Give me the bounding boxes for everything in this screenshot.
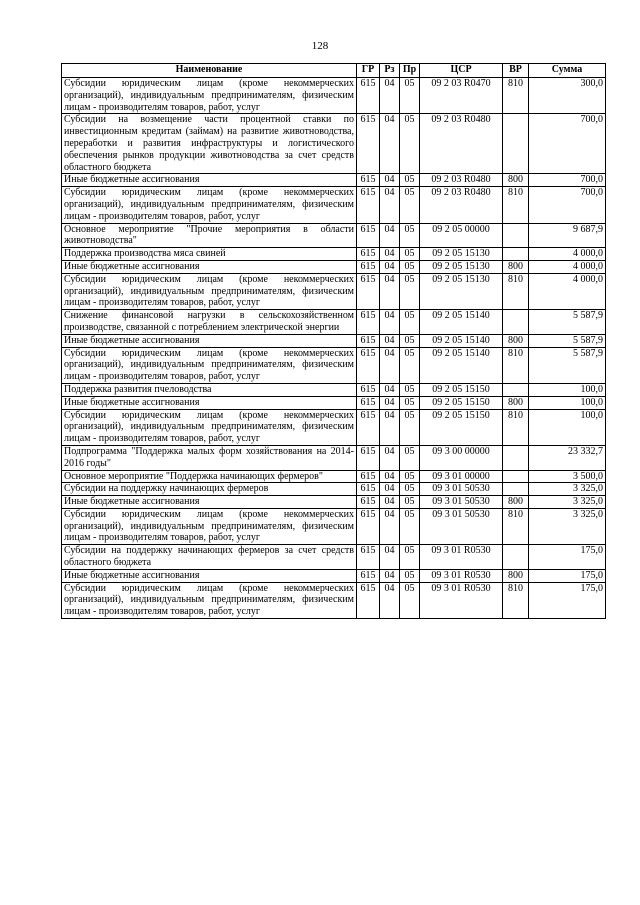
cell-name: Иные бюджетные ассигнования bbox=[62, 334, 357, 347]
cell-sum: 700,0 bbox=[529, 114, 606, 174]
cell-csr: 09 3 01 50530 bbox=[420, 508, 503, 544]
cell-name: Субсидии юридическим лицам (кроме некоммерческих организаций), индивидуальным предпринимателям, физическим лицам - производителям товаров, работ, услуг bbox=[62, 347, 357, 383]
cell-gr: 615 bbox=[357, 248, 380, 261]
cell-csr: 09 3 01 50530 bbox=[420, 496, 503, 509]
cell-rz: 04 bbox=[380, 260, 400, 273]
cell-name: Субсидии юридическим лицам (кроме некоммерческих организаций), индивидуальным предпринимателям, физическим лицам - производителям товаров, работ, услуг bbox=[62, 187, 357, 223]
header-sum: Сумма bbox=[529, 64, 606, 78]
cell-vr: 800 bbox=[503, 569, 529, 582]
cell-csr: 09 3 01 50530 bbox=[420, 483, 503, 496]
header-csr: ЦСР bbox=[420, 64, 503, 78]
cell-sum: 100,0 bbox=[529, 383, 606, 396]
cell-pr: 05 bbox=[400, 174, 420, 187]
cell-csr: 09 2 05 15140 bbox=[420, 334, 503, 347]
cell-csr: 09 2 05 15140 bbox=[420, 347, 503, 383]
cell-csr: 09 2 03 R0480 bbox=[420, 187, 503, 223]
cell-rz: 04 bbox=[380, 248, 400, 261]
cell-rz: 04 bbox=[380, 508, 400, 544]
cell-pr: 05 bbox=[400, 582, 420, 618]
cell-vr: 810 bbox=[503, 187, 529, 223]
page-number: 128 bbox=[311, 40, 329, 52]
cell-pr: 05 bbox=[400, 273, 420, 309]
cell-name: Субсидии на поддержку начинающих фермеров bbox=[62, 483, 357, 496]
header-gr: ГР bbox=[357, 64, 380, 78]
cell-gr: 615 bbox=[357, 260, 380, 273]
cell-gr: 615 bbox=[357, 187, 380, 223]
cell-vr bbox=[503, 470, 529, 483]
cell-name: Иные бюджетные ассигнования bbox=[62, 260, 357, 273]
cell-vr: 810 bbox=[503, 409, 529, 445]
cell-gr: 615 bbox=[357, 545, 380, 570]
cell-sum: 9 687,9 bbox=[529, 223, 606, 248]
cell-rz: 04 bbox=[380, 174, 400, 187]
cell-sum: 3 325,0 bbox=[529, 483, 606, 496]
cell-pr: 05 bbox=[400, 483, 420, 496]
cell-sum: 4 000,0 bbox=[529, 248, 606, 261]
table-header-row bbox=[62, 64, 606, 78]
cell-gr: 615 bbox=[357, 383, 380, 396]
cell-gr: 615 bbox=[357, 470, 380, 483]
cell-name: Снижение финансовой нагрузки в сельскохозяйственном производстве, связанной с потреблением электрической энергии bbox=[62, 310, 357, 335]
cell-gr: 615 bbox=[357, 483, 380, 496]
cell-name: Подпрограмма "Поддержка малых форм хозяйствования на 2014-2016 годы" bbox=[62, 445, 357, 470]
cell-vr: 800 bbox=[503, 396, 529, 409]
cell-name: Иные бюджетные ассигнования bbox=[62, 174, 357, 187]
cell-rz: 04 bbox=[380, 114, 400, 174]
cell-sum: 175,0 bbox=[529, 545, 606, 570]
cell-pr: 05 bbox=[400, 223, 420, 248]
cell-sum: 5 587,9 bbox=[529, 310, 606, 335]
cell-vr: 800 bbox=[503, 260, 529, 273]
table-row bbox=[62, 569, 606, 582]
cell-sum: 4 000,0 bbox=[529, 260, 606, 273]
cell-gr: 615 bbox=[357, 396, 380, 409]
cell-csr: 09 3 01 R0530 bbox=[420, 582, 503, 618]
cell-name: Субсидии юридическим лицам (кроме некоммерческих организаций), индивидуальным предпринимателям, физическим лицам - производителям товаров, работ, услуг bbox=[62, 273, 357, 309]
table-row bbox=[62, 470, 606, 483]
cell-csr: 09 3 01 R0530 bbox=[420, 545, 503, 570]
table-row bbox=[62, 174, 606, 187]
cell-sum: 100,0 bbox=[529, 409, 606, 445]
cell-pr: 05 bbox=[400, 569, 420, 582]
cell-sum: 175,0 bbox=[529, 569, 606, 582]
cell-pr: 05 bbox=[400, 334, 420, 347]
cell-vr bbox=[503, 483, 529, 496]
cell-pr: 05 bbox=[400, 347, 420, 383]
table-row bbox=[62, 223, 606, 248]
cell-csr: 09 2 05 15150 bbox=[420, 409, 503, 445]
table-row bbox=[62, 409, 606, 445]
table-row bbox=[62, 248, 606, 261]
cell-csr: 09 2 05 15140 bbox=[420, 310, 503, 335]
cell-gr: 615 bbox=[357, 273, 380, 309]
cell-name: Субсидии на поддержку начинающих фермеров за счет средств областного бюджета bbox=[62, 545, 357, 570]
cell-rz: 04 bbox=[380, 310, 400, 335]
header-name: Наименование bbox=[62, 64, 357, 78]
cell-vr bbox=[503, 445, 529, 470]
cell-vr bbox=[503, 248, 529, 261]
cell-rz: 04 bbox=[380, 347, 400, 383]
cell-sum: 700,0 bbox=[529, 187, 606, 223]
cell-gr: 615 bbox=[357, 496, 380, 509]
cell-name: Субсидии юридическим лицам (кроме некоммерческих организаций), индивидуальным предпринимателям, физическим лицам - производителям товаров, работ, услуг bbox=[62, 78, 357, 114]
table-row bbox=[62, 483, 606, 496]
cell-gr: 615 bbox=[357, 582, 380, 618]
cell-gr: 615 bbox=[357, 409, 380, 445]
cell-sum: 23 332,7 bbox=[529, 445, 606, 470]
table-body bbox=[62, 78, 606, 619]
table-row bbox=[62, 334, 606, 347]
budget-table bbox=[61, 63, 606, 619]
cell-sum: 100,0 bbox=[529, 396, 606, 409]
cell-csr: 09 2 03 R0480 bbox=[420, 114, 503, 174]
cell-pr: 05 bbox=[400, 114, 420, 174]
cell-sum: 5 587,9 bbox=[529, 347, 606, 383]
table-row bbox=[62, 508, 606, 544]
table-row bbox=[62, 347, 606, 383]
cell-gr: 615 bbox=[357, 347, 380, 383]
cell-rz: 04 bbox=[380, 187, 400, 223]
header-pr: Пр bbox=[400, 64, 420, 78]
table-row bbox=[62, 383, 606, 396]
cell-csr: 09 3 00 00000 bbox=[420, 445, 503, 470]
table-row bbox=[62, 396, 606, 409]
cell-vr: 800 bbox=[503, 334, 529, 347]
cell-vr bbox=[503, 114, 529, 174]
cell-sum: 5 587,9 bbox=[529, 334, 606, 347]
cell-name: Иные бюджетные ассигнования bbox=[62, 569, 357, 582]
cell-rz: 04 bbox=[380, 396, 400, 409]
cell-csr: 09 3 01 00000 bbox=[420, 470, 503, 483]
cell-gr: 615 bbox=[357, 78, 380, 114]
cell-vr bbox=[503, 545, 529, 570]
cell-name: Основное мероприятие "Поддержка начинающих фермеров" bbox=[62, 470, 357, 483]
cell-vr: 810 bbox=[503, 78, 529, 114]
cell-csr: 09 2 03 R0470 bbox=[420, 78, 503, 114]
header-rz: Рз bbox=[380, 64, 400, 78]
cell-gr: 615 bbox=[357, 223, 380, 248]
cell-pr: 05 bbox=[400, 78, 420, 114]
table-row bbox=[62, 187, 606, 223]
table-row bbox=[62, 78, 606, 114]
cell-rz: 04 bbox=[380, 470, 400, 483]
cell-sum: 3 325,0 bbox=[529, 508, 606, 544]
cell-rz: 04 bbox=[380, 496, 400, 509]
cell-rz: 04 bbox=[380, 78, 400, 114]
cell-pr: 05 bbox=[400, 396, 420, 409]
cell-csr: 09 2 03 R0480 bbox=[420, 174, 503, 187]
cell-name: Поддержка производства мяса свиней bbox=[62, 248, 357, 261]
cell-vr bbox=[503, 223, 529, 248]
cell-gr: 615 bbox=[357, 334, 380, 347]
cell-name: Субсидии на возмещение части процентной ставки по инвестиционным кредитам (займам) на развитие животноводства, переработки и развития инфраструктуры и логистического обеспечения рынков продукции животноводства за счет средств областного бюджета bbox=[62, 114, 357, 174]
cell-sum: 300,0 bbox=[529, 78, 606, 114]
cell-name: Иные бюджетные ассигнования bbox=[62, 396, 357, 409]
table-row bbox=[62, 582, 606, 618]
cell-pr: 05 bbox=[400, 445, 420, 470]
cell-gr: 615 bbox=[357, 310, 380, 335]
cell-rz: 04 bbox=[380, 223, 400, 248]
cell-pr: 05 bbox=[400, 187, 420, 223]
cell-gr: 615 bbox=[357, 174, 380, 187]
cell-vr: 800 bbox=[503, 496, 529, 509]
cell-name: Субсидии юридическим лицам (кроме некоммерческих организаций), индивидуальным предпринимателям, физическим лицам - производителям товаров, работ, услуг bbox=[62, 409, 357, 445]
cell-pr: 05 bbox=[400, 508, 420, 544]
table-row bbox=[62, 273, 606, 309]
cell-pr: 05 bbox=[400, 409, 420, 445]
cell-pr: 05 bbox=[400, 545, 420, 570]
table-row bbox=[62, 445, 606, 470]
cell-name: Основное мероприятие "Прочие мероприятия в области животноводства" bbox=[62, 223, 357, 248]
cell-sum: 3 500,0 bbox=[529, 470, 606, 483]
table-row bbox=[62, 260, 606, 273]
cell-gr: 615 bbox=[357, 569, 380, 582]
cell-gr: 615 bbox=[357, 445, 380, 470]
cell-name: Субсидии юридическим лицам (кроме некоммерческих организаций), индивидуальным предпринимателям, физическим лицам - производителям товаров, работ, услуг bbox=[62, 582, 357, 618]
cell-csr: 09 2 05 15130 bbox=[420, 273, 503, 309]
cell-csr: 09 2 05 15130 bbox=[420, 260, 503, 273]
cell-name: Иные бюджетные ассигнования bbox=[62, 496, 357, 509]
cell-vr bbox=[503, 383, 529, 396]
cell-sum: 4 000,0 bbox=[529, 273, 606, 309]
cell-rz: 04 bbox=[380, 483, 400, 496]
cell-rz: 04 bbox=[380, 273, 400, 309]
cell-rz: 04 bbox=[380, 383, 400, 396]
cell-csr: 09 3 01 R0530 bbox=[420, 569, 503, 582]
cell-csr: 09 2 05 00000 bbox=[420, 223, 503, 248]
table-row bbox=[62, 496, 606, 509]
header-vr: ВР bbox=[503, 64, 529, 78]
cell-gr: 615 bbox=[357, 114, 380, 174]
cell-csr: 09 2 05 15150 bbox=[420, 383, 503, 396]
cell-vr: 810 bbox=[503, 508, 529, 544]
cell-sum: 175,0 bbox=[529, 582, 606, 618]
cell-sum: 700,0 bbox=[529, 174, 606, 187]
table-row bbox=[62, 114, 606, 174]
cell-pr: 05 bbox=[400, 310, 420, 335]
cell-rz: 04 bbox=[380, 582, 400, 618]
cell-csr: 09 2 05 15130 bbox=[420, 248, 503, 261]
cell-vr: 810 bbox=[503, 582, 529, 618]
cell-vr: 810 bbox=[503, 273, 529, 309]
cell-pr: 05 bbox=[400, 496, 420, 509]
cell-rz: 04 bbox=[380, 545, 400, 570]
cell-gr: 615 bbox=[357, 508, 380, 544]
cell-rz: 04 bbox=[380, 445, 400, 470]
table-row bbox=[62, 545, 606, 570]
cell-vr: 800 bbox=[503, 174, 529, 187]
cell-vr: 810 bbox=[503, 347, 529, 383]
cell-name: Субсидии юридическим лицам (кроме некоммерческих организаций), индивидуальным предпринимателям, физическим лицам - производителям товаров, работ, услуг bbox=[62, 508, 357, 544]
cell-pr: 05 bbox=[400, 470, 420, 483]
cell-name: Поддержка развития пчеловодства bbox=[62, 383, 357, 396]
table-row bbox=[62, 310, 606, 335]
cell-rz: 04 bbox=[380, 409, 400, 445]
cell-vr bbox=[503, 310, 529, 335]
cell-csr: 09 2 05 15150 bbox=[420, 396, 503, 409]
cell-pr: 05 bbox=[400, 260, 420, 273]
cell-rz: 04 bbox=[380, 569, 400, 582]
cell-pr: 05 bbox=[400, 383, 420, 396]
cell-sum: 3 325,0 bbox=[529, 496, 606, 509]
cell-pr: 05 bbox=[400, 248, 420, 261]
cell-rz: 04 bbox=[380, 334, 400, 347]
